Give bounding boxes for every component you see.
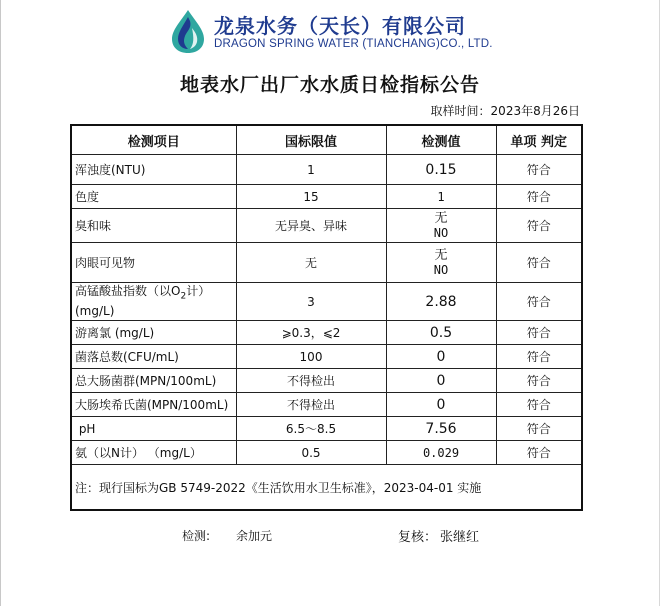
reviewer-name: 张继红 <box>440 530 480 545</box>
table-row <box>71 209 582 243</box>
cell-judge: 符合 <box>496 369 582 393</box>
value-en: NO <box>433 262 449 277</box>
cell-judge: 符合 <box>496 321 582 345</box>
item-text-a: 高锰酸盐指数（以O <box>75 283 181 298</box>
water-drop-logo-icon <box>168 8 208 54</box>
cell-item: 色度 <box>71 185 236 209</box>
table-row <box>71 243 582 283</box>
cell-limit: 100 <box>236 345 386 369</box>
cell-item: 菌落总数(CFU/mL) <box>71 345 236 369</box>
report-title: 地表水厂出厂水水质日检指标公告 <box>179 74 480 96</box>
cell-item: 大肠埃希氏菌(MPN/100mL) <box>71 393 236 417</box>
cell-item: 浑浊度(NTU) <box>71 155 236 185</box>
cell-item: 总大肠菌群(MPN/100mL) <box>71 369 236 393</box>
cell-value: 0.15 <box>386 155 496 185</box>
cell-value <box>386 209 496 243</box>
table-row <box>71 441 582 465</box>
cell-judge: 符合 <box>496 417 582 441</box>
cell-limit: 不得检出 <box>236 393 386 417</box>
cell-judge: 符合 <box>496 283 582 321</box>
table-row <box>71 345 582 369</box>
inspector-name: 余加元 <box>236 529 273 543</box>
table-header-row <box>71 125 582 155</box>
cell-item <box>71 283 236 321</box>
item-unit: (mg/L) <box>75 304 115 319</box>
water-quality-table <box>70 124 583 511</box>
cell-limit: 1 <box>236 155 386 185</box>
cell-value: 2.88 <box>386 283 496 321</box>
cell-limit: 15 <box>236 185 386 209</box>
cell-limit: 无 <box>236 243 386 283</box>
cell-judge: 符合 <box>496 441 582 465</box>
cell-item: 游离氯 (mg/L) <box>71 321 236 345</box>
cell-limit: 无异臭、异味 <box>236 209 386 243</box>
cell-judge: 符合 <box>496 243 582 283</box>
header-value: 检测值 <box>386 125 496 155</box>
value-cn: 无 <box>434 247 448 263</box>
company-cn-name: 龙泉水务（天长）有限公司 <box>214 14 466 38</box>
cell-value: 0.5 <box>386 321 496 345</box>
cell-judge: 符合 <box>496 209 582 243</box>
inspector-label: 检测: <box>182 529 211 543</box>
cell-limit: ⩾0.3，⩽2 <box>236 321 386 345</box>
company-header <box>168 8 498 58</box>
cell-item: pH <box>71 417 236 441</box>
cell-value: 0 <box>386 369 496 393</box>
table-row <box>71 393 582 417</box>
cell-value: 0.029 <box>386 441 496 465</box>
cell-item: 氨（以N计） （mg/L） <box>71 441 236 465</box>
cell-value: 1 <box>386 185 496 209</box>
cell-item: 臭和味 <box>71 209 236 243</box>
table-row <box>71 185 582 209</box>
standard-note: 注：现行国标为GB 5749-2022《生活饮用水卫生标准》，2023-04-01 实施 <box>71 465 582 511</box>
value-en: NO <box>433 225 449 240</box>
item-subscript: 2 <box>180 291 187 302</box>
cell-judge: 符合 <box>496 345 582 369</box>
cell-judge: 符合 <box>496 185 582 209</box>
cell-limit: 不得检出 <box>236 369 386 393</box>
table-row <box>71 417 582 441</box>
table-row <box>71 155 582 185</box>
cell-item: 肉眼可见物 <box>71 243 236 283</box>
company-en-name: DRAGON SPRING WATER (TIANCHANG)CO., LTD. <box>214 38 493 50</box>
cell-judge: 符合 <box>496 393 582 417</box>
table-row <box>71 369 582 393</box>
header-limit: 国标限值 <box>236 125 386 155</box>
cell-judge: 符合 <box>496 155 582 185</box>
reviewer-label: 复核： <box>398 530 438 545</box>
cell-value: 0 <box>386 345 496 369</box>
header-judge: 单项 判定 <box>496 125 582 155</box>
table-row <box>71 283 582 321</box>
cell-value: 0 <box>386 393 496 417</box>
cell-limit: 3 <box>236 283 386 321</box>
cell-limit: 6.5～8.5 <box>236 417 386 441</box>
sample-date: 取样时间：2023年8月26日 <box>430 104 580 118</box>
cell-value: 7.56 <box>386 417 496 441</box>
header-item: 检测项目 <box>71 125 236 155</box>
item-text-b: 计） <box>186 283 211 298</box>
table-row <box>71 321 582 345</box>
value-cn: 无 <box>434 210 448 226</box>
cell-value <box>386 243 496 283</box>
table-note-row <box>71 465 582 511</box>
cell-limit: 0.5 <box>236 441 386 465</box>
